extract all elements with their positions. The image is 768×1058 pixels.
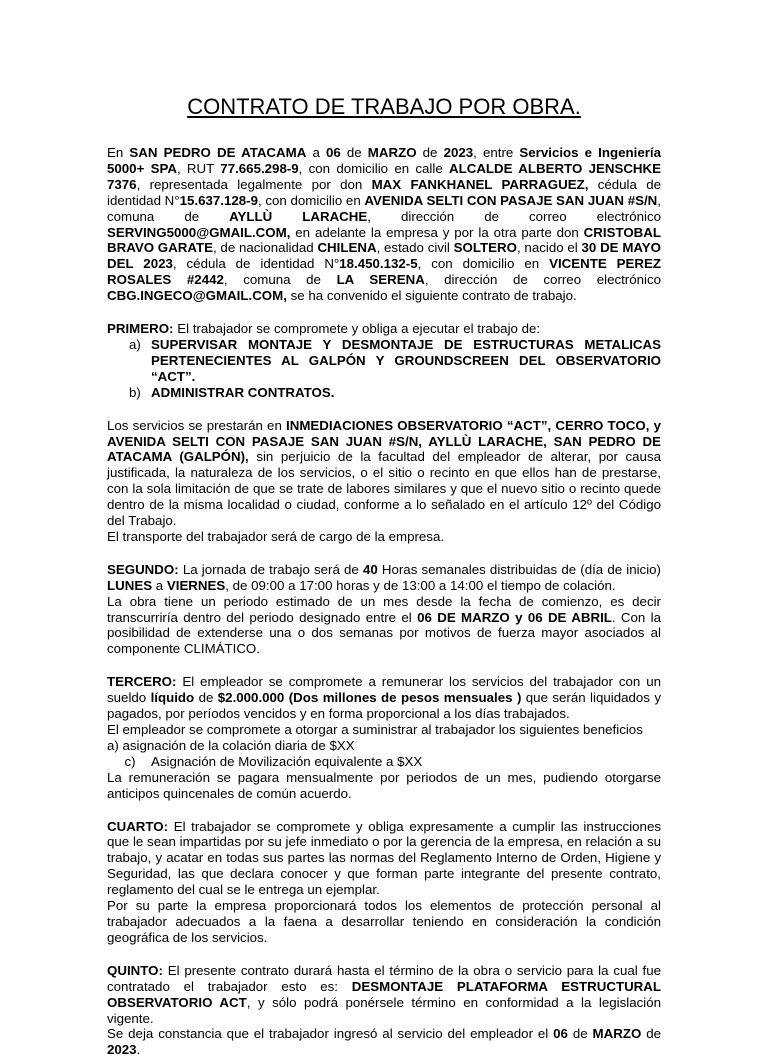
text-run: , comuna de	[223, 272, 337, 288]
text-run: El trabajador se compromete y obliga a ejecutar el trabajo de:	[173, 321, 541, 337]
clause-primero	[107, 321, 661, 337]
start-date-paragraph	[107, 1026, 661, 1058]
text-run: de	[340, 145, 368, 160]
bold-text: 15.637.128-9	[179, 192, 258, 208]
clause-cuarto	[107, 819, 661, 899]
text-run: de	[194, 690, 218, 706]
text-run: , con domicilio en	[417, 256, 550, 272]
bold-text: 18.450.132-5	[339, 256, 418, 272]
bold-text: MAX FANKHANEL PARRAGUEZ,	[371, 176, 589, 192]
bold-text: MARZO	[367, 145, 417, 160]
bold-text: MARZO	[592, 1026, 642, 1042]
bold-text: INMEDIACIONES OBSERVATORIO “ACT”, CERRO TOCO, y AVENIDA SELTI CON PASAJE SAN JUAN #S/N, AYLLÙ LARACHE, SAN PEDRO DE ATACAMA (GALPÓN),	[107, 417, 661, 465]
text-run: , cédula de identidad N°	[172, 256, 340, 272]
bold-text: 30 DE MAYO DEL 2023	[107, 240, 661, 272]
bold-text: 2023	[107, 1042, 137, 1058]
text-run: , dirección de correo electrónico	[367, 208, 662, 224]
text-run: , y sólo podrá ponérsele término en conformidad a la legislación vigente.	[107, 994, 661, 1026]
text-run: , dirección de correo electrónico	[424, 272, 662, 288]
list-item	[107, 754, 661, 770]
bold-text: AYLLÙ LARACHE	[229, 208, 368, 224]
services-paragraph	[107, 418, 661, 529]
text-run: , RUT	[176, 160, 221, 176]
text-run: , representada legalmente por don	[136, 176, 372, 192]
bold-text: VICENTE PEREZ ROSALES #2442	[107, 256, 661, 288]
text-run: En	[107, 145, 130, 160]
text-run: que serán liquidados y pagados, por períodos vencidos y en forma proporcional a los días trabajados.	[107, 690, 661, 722]
list-marker: c)	[124, 753, 136, 769]
text-run: , de 09:00 a 17:00 horas y de 13:00 a 14:00 el tiempo de colación.	[225, 577, 616, 593]
text-run: La obra tiene un periodo estimado de un mes desde la fecha de comienzo, es decir transcurriría dentro del periodo designado entre el	[107, 593, 661, 625]
bold-text: ALCALDE ALBERTO JENSCHKE 7376	[107, 160, 661, 192]
bold-text: 2023	[443, 145, 474, 160]
text-run: , con domicilio en calle	[298, 160, 449, 176]
bold-text: $2.000.000 (Dos millones de pesos mensuales )	[217, 690, 522, 706]
text-run: cédula de identidad N°	[107, 176, 661, 208]
text-run: Se deja constancia que el trabajador ingresó al servicio del empleador el	[107, 1026, 554, 1042]
list-item-text: Asignación de Movilización equivalente a $XX	[151, 753, 423, 769]
text-run: en adelante la empresa y por la otra parte don	[290, 224, 584, 240]
bold-text: SEGUNDO:	[107, 561, 179, 577]
text-run: , nacido el	[516, 240, 582, 256]
list-item-text: SUPERVISAR MONTAJE Y DESMONTAJE DE ESTRUCTURAS METALICAS PERTENECIENTES AL GALPÓN Y GROUNDSCREEN DEL OBSERVATORIO “ACT”.	[151, 336, 661, 384]
benefits-paragraph: El empleador se compromete a otorgar a suministrar al trabajador los siguientes beneficios	[107, 722, 643, 737]
bold-text: Servicios e Ingeniería 5000+ SPA	[107, 145, 661, 176]
text-run: , estado civil	[376, 240, 454, 256]
bold-text: DESMONTAJE PLATAFORMA ESTRUCTURAL OBSERVATORIO ACT	[107, 978, 661, 1010]
list-marker: a)	[129, 336, 141, 352]
clause-tercero	[107, 674, 661, 722]
document-title: CONTRATO DE TRABAJO POR OBRA.	[187, 94, 581, 119]
text-run: , comuna de	[107, 192, 661, 224]
bold-text: SOLTERO	[453, 240, 517, 256]
bold-text: 40	[362, 561, 378, 577]
text-run: Los servicios se prestarán en	[107, 417, 287, 433]
bold-text: 06 DE MARZO y 06 DE ABRIL	[417, 609, 612, 625]
text-run: . Con la posibilidad de extenderse una o dos semanas por motivos de fuerza mayor asociados al componente CLIMÁTICO.	[107, 609, 661, 657]
bold-text: TERCERO:	[107, 674, 177, 690]
bold-text: SAN PEDRO DE ATACAMA	[129, 145, 307, 160]
bold-text: 77.665.298-9	[220, 160, 299, 176]
text-run: .	[136, 1042, 141, 1058]
text-run: El presente contrato durará hasta el término de la obra o servicio para la cual fue contratado el trabajador esto es:	[107, 962, 661, 994]
text-run: se ha convenido el siguiente contrato de trabajo.	[286, 288, 577, 304]
benefit-a: a) asignación de la colación diaria de $XX	[107, 737, 355, 753]
text-run: sin perjuicio de la facultad del empleador de alterar, por causa justificada, la naturaleza de los servicios, o el sitio o recinto en que ellos han de prestarse, con la sola limitación de que se trate de labores similares y que el nuevo sitio o recinto quede dentro de la misma localidad o ciudad, conforme a lo señalado en el artículo 12º del Código del Trabajo.	[107, 449, 661, 529]
list-item	[107, 385, 661, 401]
transport-paragraph: El transporte del trabajador será de cargo de la empresa.	[107, 528, 445, 544]
bold-text: CHILENA	[317, 240, 377, 256]
clause-quinto	[107, 963, 661, 1027]
bold-text: líquido	[150, 690, 195, 706]
bold-text: CUARTO:	[107, 818, 169, 834]
text-run: , entre	[473, 145, 520, 160]
text-run: La jornada de trabajo será de	[178, 561, 363, 577]
bold-text: CRISTOBAL BRAVO GARATE	[107, 224, 661, 256]
contract-body	[107, 145, 661, 1058]
bold-text: VIERNES	[166, 577, 226, 593]
intro-paragraph	[107, 145, 661, 304]
bold-text: CBG.INGECO@GMAIL.COM,	[107, 288, 287, 304]
bold-text: PRIMERO:	[107, 321, 174, 337]
bold-text: LUNES	[107, 577, 153, 593]
bold-text: LA SERENA	[336, 272, 425, 288]
bold-text: AVENIDA SELTI CON PASAJE SAN JUAN #S/N	[364, 192, 658, 208]
clause-segundo	[107, 562, 661, 594]
text-run: a	[152, 577, 167, 593]
text-run: a	[306, 145, 326, 160]
bold-text: 06	[325, 145, 341, 160]
ppe-paragraph: Por su parte la empresa proporcionará todos los elementos de protección personal al trabajador adecuados a la faena a desarrollar teniendo en consideración la condición geográfica de los servicios.	[107, 898, 661, 945]
bold-text: QUINTO:	[107, 962, 163, 978]
list-item-text: ADMINISTRAR CONTRATOS.	[151, 384, 335, 400]
bold-text: SERVING5000@GMAIL.COM,	[107, 224, 291, 240]
remuneration-paragraph: La remuneración se pagara mensualmente por periodos de un mes, pudiendo otorgarse anticipos quincenales de común acuerdo.	[107, 769, 661, 801]
text-run: de	[641, 1026, 661, 1042]
text-run: Horas semanales distribuidas de (día de inicio)	[377, 561, 661, 577]
bold-text: 06	[553, 1026, 568, 1042]
text-run: de	[416, 145, 444, 160]
text-run: El trabajador se compromete y obliga expresamente a cumplir las instrucciones que le sean impartidas por su jefe inmediato o por la gerencia de la empresa, en relación a su trabajo, y acatar en todas sus partes las normas del Reglamento Interno de Orden, Higiene y Seguridad, las que declara conocer y que forman parte integrante del presente contrato, reglamento del cual se le entrega un ejemplar.	[107, 818, 661, 898]
text-run: El empleador se compromete a remunerar los servicios del trabajador con un sueldo	[107, 674, 661, 706]
text-run: , de nacionalidad	[212, 240, 318, 256]
text-run: de	[567, 1026, 593, 1042]
work-period-paragraph	[107, 594, 661, 658]
list-marker: b)	[129, 384, 141, 400]
list-item	[107, 337, 661, 385]
text-run: , con domicilio en	[257, 192, 365, 208]
